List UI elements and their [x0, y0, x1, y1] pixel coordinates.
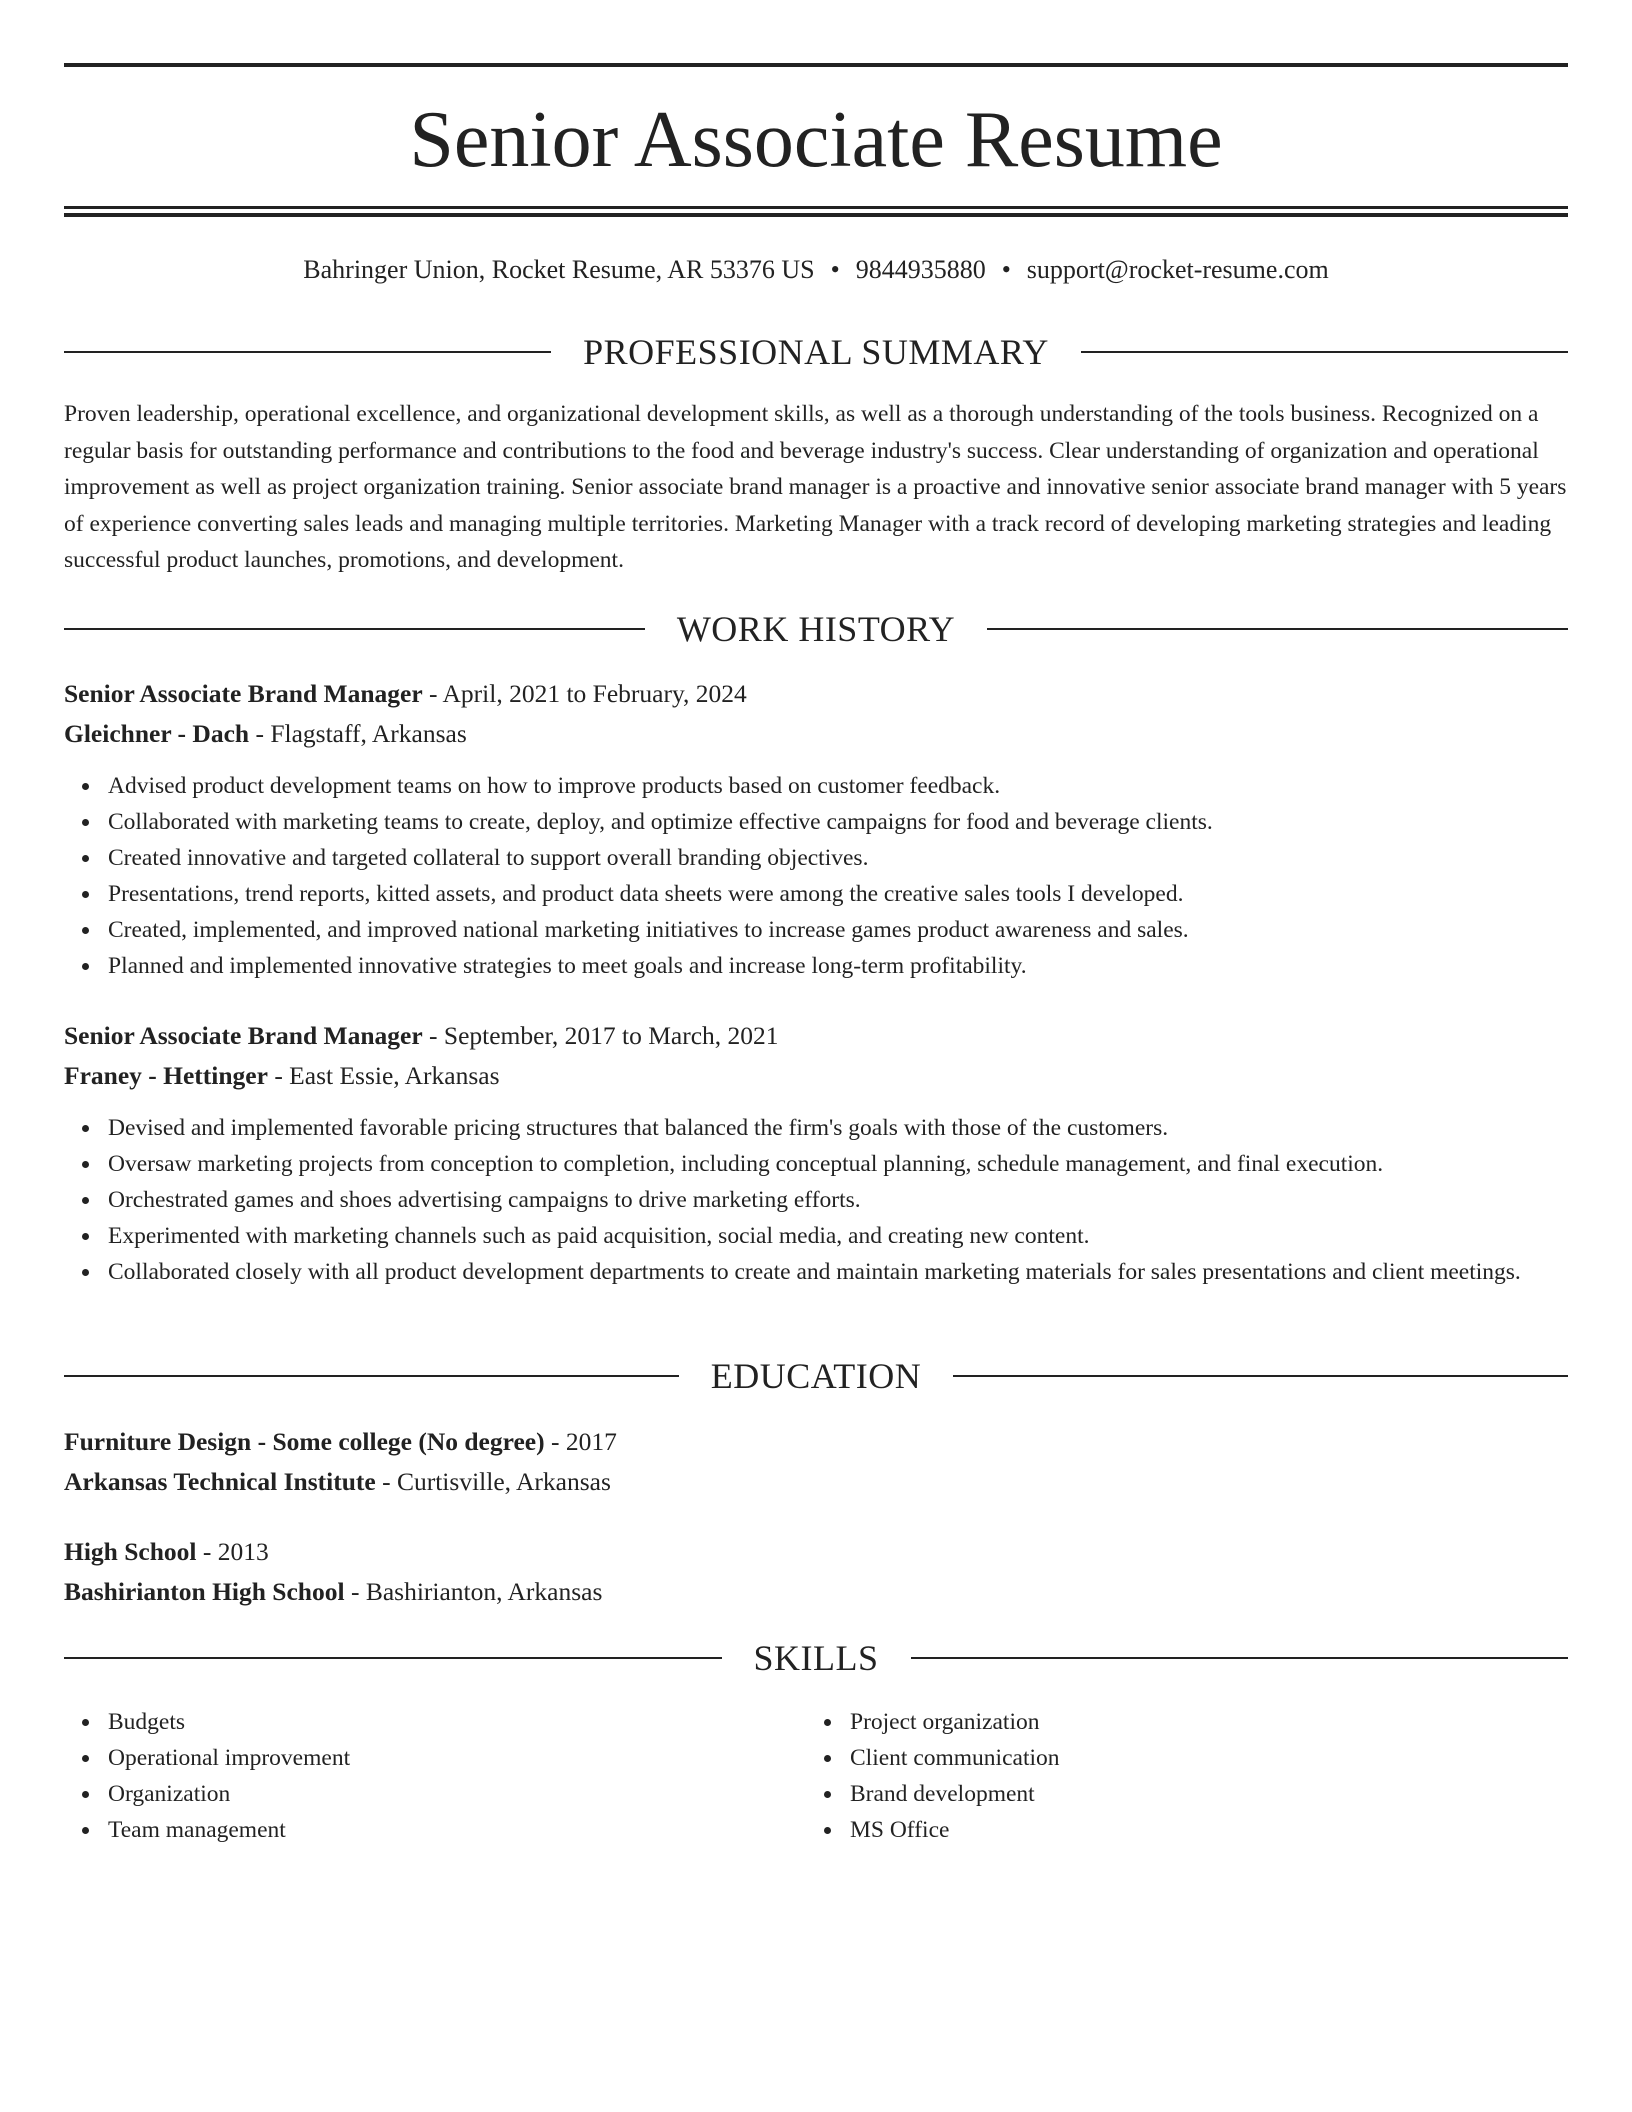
skill-item: Organization: [108, 1776, 764, 1812]
education-school-line: [64, 1572, 1568, 1612]
section-title: EDUCATION: [710, 1356, 922, 1396]
job-entry: [64, 1016, 1568, 1290]
section-title: PROFESSIONAL SUMMARY: [583, 332, 1049, 372]
heading-rule: [64, 1375, 679, 1377]
skill-item: MS Office: [850, 1812, 1506, 1848]
education-degree: High School: [64, 1537, 197, 1566]
job-entry: [64, 674, 1568, 984]
job-dates: - September, 2017 to March, 2021: [422, 1021, 779, 1050]
list-item: Collaborated closely with all product development departments to create and maintain marketing materials for sales presentations and client meetings.: [108, 1254, 1568, 1290]
skill-item: Budgets: [108, 1704, 764, 1740]
contact-separator: •: [830, 255, 840, 284]
top-rule: [64, 63, 1568, 67]
section-heading-education: [64, 1354, 1568, 1398]
education-degree-line: [64, 1532, 1568, 1572]
list-item: Advised product development teams on how to improve products based on customer feedback.: [108, 768, 1568, 804]
education-year: - 2013: [196, 1537, 269, 1566]
education-year: - 2017: [544, 1427, 617, 1456]
skill-item: Project organization: [850, 1704, 1506, 1740]
contact-line: [64, 252, 1568, 288]
section-heading-summary: [64, 330, 1568, 374]
education-school: Arkansas Technical Institute: [64, 1467, 376, 1496]
skills-column-left: [64, 1704, 764, 1848]
list-item: Oversaw marketing projects from conception to completion, including conceptual planning, schedule management, and final execution.: [108, 1146, 1568, 1182]
heading-rule: [987, 628, 1568, 630]
job-company-line: [64, 1056, 1568, 1096]
title-double-rule: [64, 206, 1568, 217]
heading-rule: [64, 628, 645, 630]
contact-email: support@rocket-resume.com: [1026, 255, 1329, 284]
contact-separator: •: [1001, 255, 1011, 284]
skill-item: Brand development: [850, 1776, 1506, 1812]
summary-section: [64, 396, 1568, 579]
skills-column-right: [806, 1704, 1506, 1848]
list-item: Planned and implemented innovative strategies to meet goals and increase long-term profitability.: [108, 948, 1568, 984]
job-dates: - April, 2021 to February, 2024: [422, 679, 747, 708]
job-company-line: [64, 714, 1568, 754]
heading-rule: [1081, 351, 1568, 353]
skill-item: Client communication: [850, 1740, 1506, 1776]
section-heading-work-history: [64, 607, 1568, 651]
education-entry: [64, 1532, 1568, 1612]
section-title: WORK HISTORY: [676, 609, 956, 649]
list-item: Presentations, trend reports, kitted assets, and product data sheets were among the creative sales tools I developed.: [108, 876, 1568, 912]
education-degree: Furniture Design - Some college (No degree): [64, 1427, 545, 1456]
list-item: Created, implemented, and improved national marketing initiatives to increase games product awareness and sales.: [108, 912, 1568, 948]
list-item: Orchestrated games and shoes advertising campaigns to drive marketing efforts.: [108, 1182, 1568, 1218]
heading-rule: [64, 1657, 722, 1659]
section-title: SKILLS: [753, 1638, 879, 1678]
job-bullet-list: [64, 1110, 1568, 1290]
contact-address: Bahringer Union, Rocket Resume, AR 53376 US: [303, 255, 815, 284]
page-title: Senior Associate Resume: [409, 96, 1223, 184]
job-company: Gleichner - Dach: [64, 719, 250, 748]
heading-rule: [953, 1375, 1568, 1377]
skills-list: [64, 1704, 764, 1848]
job-title: Senior Associate Brand Manager: [64, 1021, 423, 1050]
list-item: Collaborated with marketing teams to create, deploy, and optimize effective campaigns for food and beverage clients.: [108, 804, 1568, 840]
list-item: Experimented with marketing channels such as paid acquisition, social media, and creating new content.: [108, 1218, 1568, 1254]
job-title: Senior Associate Brand Manager: [64, 679, 423, 708]
section-heading-skills: [64, 1636, 1568, 1680]
job-bullet-list: [64, 768, 1568, 984]
list-item: Devised and implemented favorable pricing structures that balanced the firm's goals with those of the customers.: [108, 1110, 1568, 1146]
job-company: Franey - Hettinger: [64, 1061, 268, 1090]
job-title-line: [64, 1016, 1568, 1056]
job-location: - Flagstaff, Arkansas: [249, 719, 467, 748]
job-location: - East Essie, Arkansas: [267, 1061, 500, 1090]
heading-rule: [911, 1657, 1569, 1659]
job-title-line: [64, 674, 1568, 714]
skill-item: Team management: [108, 1812, 764, 1848]
education-school: Bashirianton High School: [64, 1577, 345, 1606]
skills-list: [806, 1704, 1506, 1848]
skill-item: Operational improvement: [108, 1740, 764, 1776]
education-degree-line: [64, 1422, 1568, 1462]
education-location: - Bashirianton, Arkansas: [344, 1577, 603, 1606]
list-item: Created innovative and targeted collateral to support overall branding objectives.: [108, 840, 1568, 876]
heading-rule: [64, 351, 551, 353]
education-entry: [64, 1422, 1568, 1502]
summary-text: Proven leadership, operational excellence, and organizational development skills, as well as a thorough understanding of the tools business. Recognized on a regular basis for outstanding performance and contributions to the food and beverage industry's success. Clear understanding of organization and operational improvement as well as project organization training. Senior associate brand manager is a proactive and innovative senior associate brand manager with 5 years of experience converting sales leads and managing multiple territories. Marketing Manager with a track record of developing marketing strategies and leading successful product launches, promotions, and development.: [64, 401, 1567, 573]
contact-phone: 9844935880: [855, 255, 986, 284]
education-location: - Curtisville, Arkansas: [375, 1467, 611, 1496]
education-school-line: [64, 1462, 1568, 1502]
